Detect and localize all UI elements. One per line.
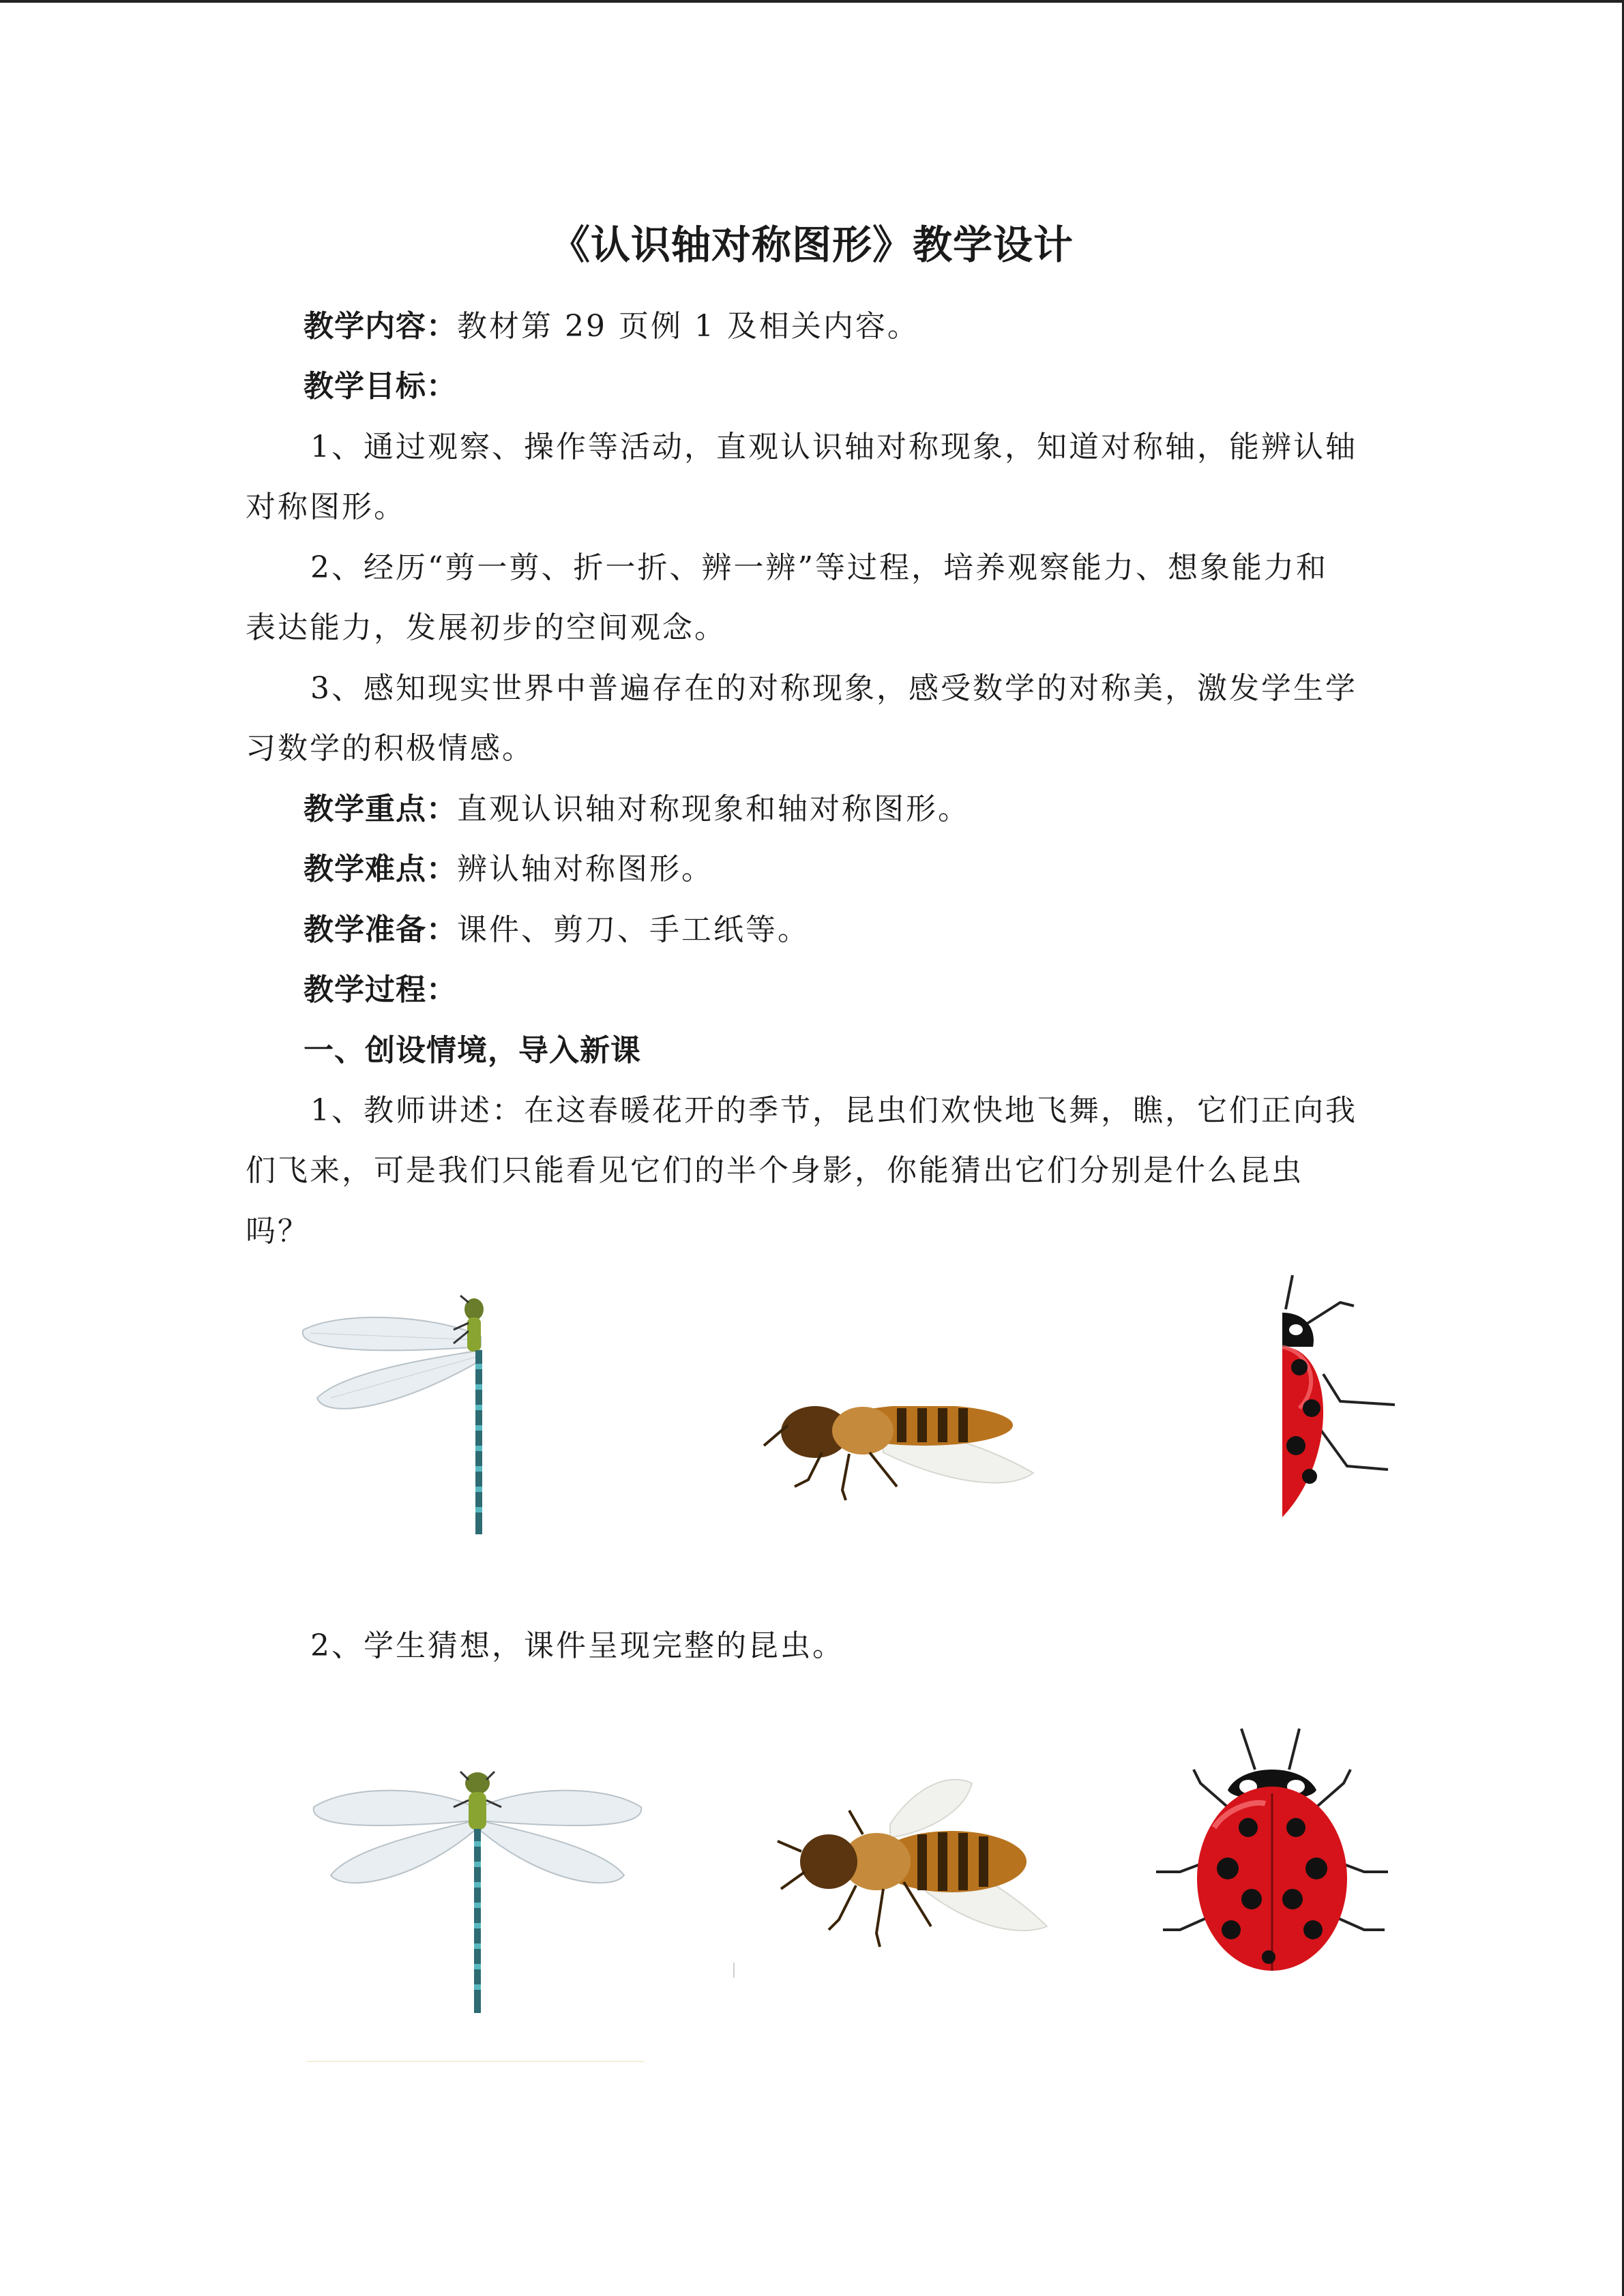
dragonfly-full-image bbox=[310, 1766, 645, 2018]
document-title: 《认识轴对称图形》教学设计 bbox=[550, 222, 1074, 268]
ladybug-half-image bbox=[1272, 1272, 1395, 1517]
process-label-line bbox=[304, 965, 457, 1009]
dragonfly-half-image bbox=[290, 1282, 494, 1541]
difficulty-text: 辨认轴对称图形。 bbox=[457, 852, 713, 886]
ladybug-full-image bbox=[1153, 1725, 1391, 1978]
preparation-text: 课件、剪刀、手工纸等。 bbox=[457, 912, 810, 947]
step-1-line-1: 1、教师讲述：在这春暖花开的季节，昆虫们欢快地飞舞，瞧，它们正向我 bbox=[310, 1093, 1357, 1128]
goal-2-line-1: 2、经历“剪一剪、折一折、辨一辨”等过程，培养观察能力、想象能力和 bbox=[310, 550, 1328, 585]
content-label: 教学内容： bbox=[304, 309, 457, 344]
difficulty-line bbox=[304, 844, 713, 888]
goal-1-line-2: 对称图形。 bbox=[246, 490, 406, 524]
content-text: 教材第 29 页例 1 及相关内容。 bbox=[457, 309, 919, 344]
bee-half-image bbox=[761, 1405, 1040, 1507]
goal-3-line-1: 3、感知现实世界中普遍存在的对称现象，感受数学的对称美，激发学生学 bbox=[310, 671, 1357, 706]
goal-1-line-1: 1、通过观察、操作等活动，直观认识轴对称现象，知道对称轴，能辨认轴 bbox=[310, 430, 1357, 464]
goal-3-line-2: 习数学的积极情感。 bbox=[246, 731, 534, 766]
goals-label: 教学目标： bbox=[304, 369, 457, 404]
bee-full-image bbox=[774, 1770, 1054, 1960]
content-line bbox=[304, 301, 919, 345]
image-marker bbox=[733, 1963, 735, 1978]
image-frame-line bbox=[307, 2061, 645, 2062]
goal-2-line-2: 表达能力，发展初步的空间观念。 bbox=[246, 610, 726, 645]
preparation-line bbox=[304, 905, 810, 949]
key-point-line bbox=[304, 784, 970, 828]
step-1-line-2: 们飞来，可是我们只能看见它们的半个身影，你能猜出它们分别是什么昆虫 bbox=[246, 1153, 1303, 1188]
step-2-line: 2、学生猜想，课件呈现完整的昆虫。 bbox=[310, 1628, 844, 1663]
key-point-text: 直观认识轴对称现象和轴对称图形。 bbox=[457, 792, 970, 826]
preparation-label: 教学准备： bbox=[304, 912, 457, 947]
difficulty-label: 教学难点： bbox=[304, 852, 457, 886]
page-top-border bbox=[0, 0, 1624, 3]
section-1-heading: 一、创设情境，导入新课 bbox=[304, 1033, 641, 1068]
goals-label-line bbox=[304, 361, 457, 405]
process-label: 教学过程： bbox=[304, 972, 457, 1007]
step-1-line-3: 吗？ bbox=[246, 1214, 310, 1249]
key-point-label: 教学重点： bbox=[304, 792, 457, 826]
